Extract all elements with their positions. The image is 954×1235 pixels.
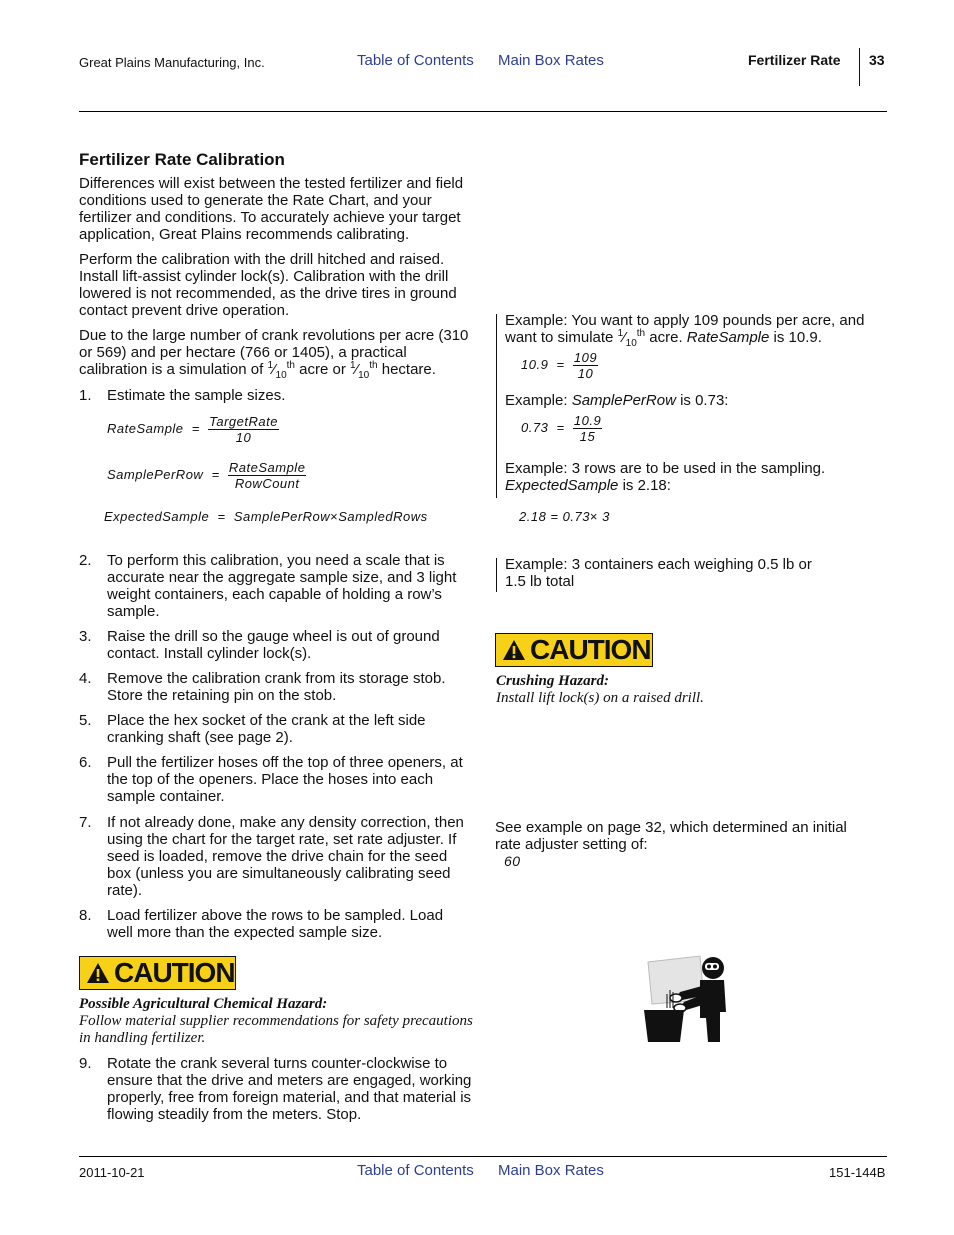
footer-doc-number: 151-144B (829, 1165, 886, 1180)
footer-date: 2011-10-21 (79, 1165, 145, 1180)
caution-label-crushing: CAUTION (495, 633, 653, 667)
caution-crushing-text: Crushing Hazard: Install lift lock(s) on a raised drill. (496, 673, 704, 706)
section-title: Fertilizer Rate Calibration (79, 150, 285, 169)
formula-expected-sample: ExpectedSample = SamplePerRow×SampledRows (104, 509, 428, 524)
safety-gear-person-illustration (640, 954, 732, 1044)
example-formula-2: 0.73 = $\frac{10.9}{15}$ (521, 413, 602, 444)
formula-sample-per-row: SamplePerRow = $\frac{\text{RateSample}}{\text{RowCount}}$ (107, 460, 306, 491)
footer-toc-link[interactable]: Table of Contents (357, 1162, 474, 1179)
example-rate-sample: Example: You want to apply 109 pounds per acre, and want to simulate $^1⁄_{10}^{th}$ acre. RateSample is 10.9. (505, 312, 865, 349)
warning-triangle-icon (502, 639, 526, 661)
header-toc-link[interactable]: Table of Contents (357, 52, 474, 69)
page-number: 33 (869, 52, 885, 68)
example-formula-3: 2.18 = 0.73× 3 (519, 509, 610, 524)
header-rates-link[interactable]: Main Box Rates (498, 52, 604, 69)
example-bar-1 (496, 314, 497, 498)
example-expected-sample: Example: 3 rows are to be used in the sampling. ExpectedSample is 2.18: (505, 460, 826, 494)
see-example-text: See example on page 32, which determined an initial rate adjuster setting of: (495, 819, 847, 853)
example-bar-2 (496, 558, 497, 592)
example-containers: Example: 3 containers each weighing 0.5 lb or 1.5 lb total (505, 556, 812, 590)
example-sample-per-row: Example: SamplePerRow is 0.73: (505, 392, 729, 409)
example-formula-1: 10.9 = $\frac{109}{10}$ (521, 350, 598, 381)
para-due: Due to the large number of crank revolutions per acre (310 or 569) and per hectare (766 or 1405), a practical calibration is a simulation of $^1⁄_{10}^{th}$ acre or $^1⁄_{10}^{th}$ hectare. (79, 327, 469, 381)
caution-chemical-text: Possible Agricultural Chemical Hazard: Follow material supplier recommendations for safety precautions in handling fertilizer. (79, 996, 473, 1046)
setting-value: 60 (504, 853, 521, 869)
para-perform: Perform the calibration with the drill hitched and raised. Install lift-assist cylinder lock(s). Calibration with the drill lowered is not recommended, as the drive tires in ground contact prevent drive operation. (79, 251, 457, 319)
footer-rates-link[interactable]: Main Box Rates (498, 1162, 604, 1179)
footer-rule (79, 1156, 887, 1157)
warning-triangle-icon (86, 962, 110, 984)
caution-label-chemical: CAUTION (79, 956, 236, 990)
header-company: Great Plains Manufacturing, Inc. (79, 55, 265, 70)
header-rule (79, 111, 887, 112)
header-divider (859, 48, 860, 86)
header-section: Fertilizer Rate (748, 52, 841, 68)
formula-rate-sample: RateSample = $\frac{\text{TargetRate}}{10}$ (107, 414, 278, 445)
para-differences: Differences will exist between the tested fertilizer and field conditions used to generate the Rate Chart, and your fertilizer and conditions. To accurately achieve your target application, Great Plains recommends calibrating. (79, 175, 464, 243)
